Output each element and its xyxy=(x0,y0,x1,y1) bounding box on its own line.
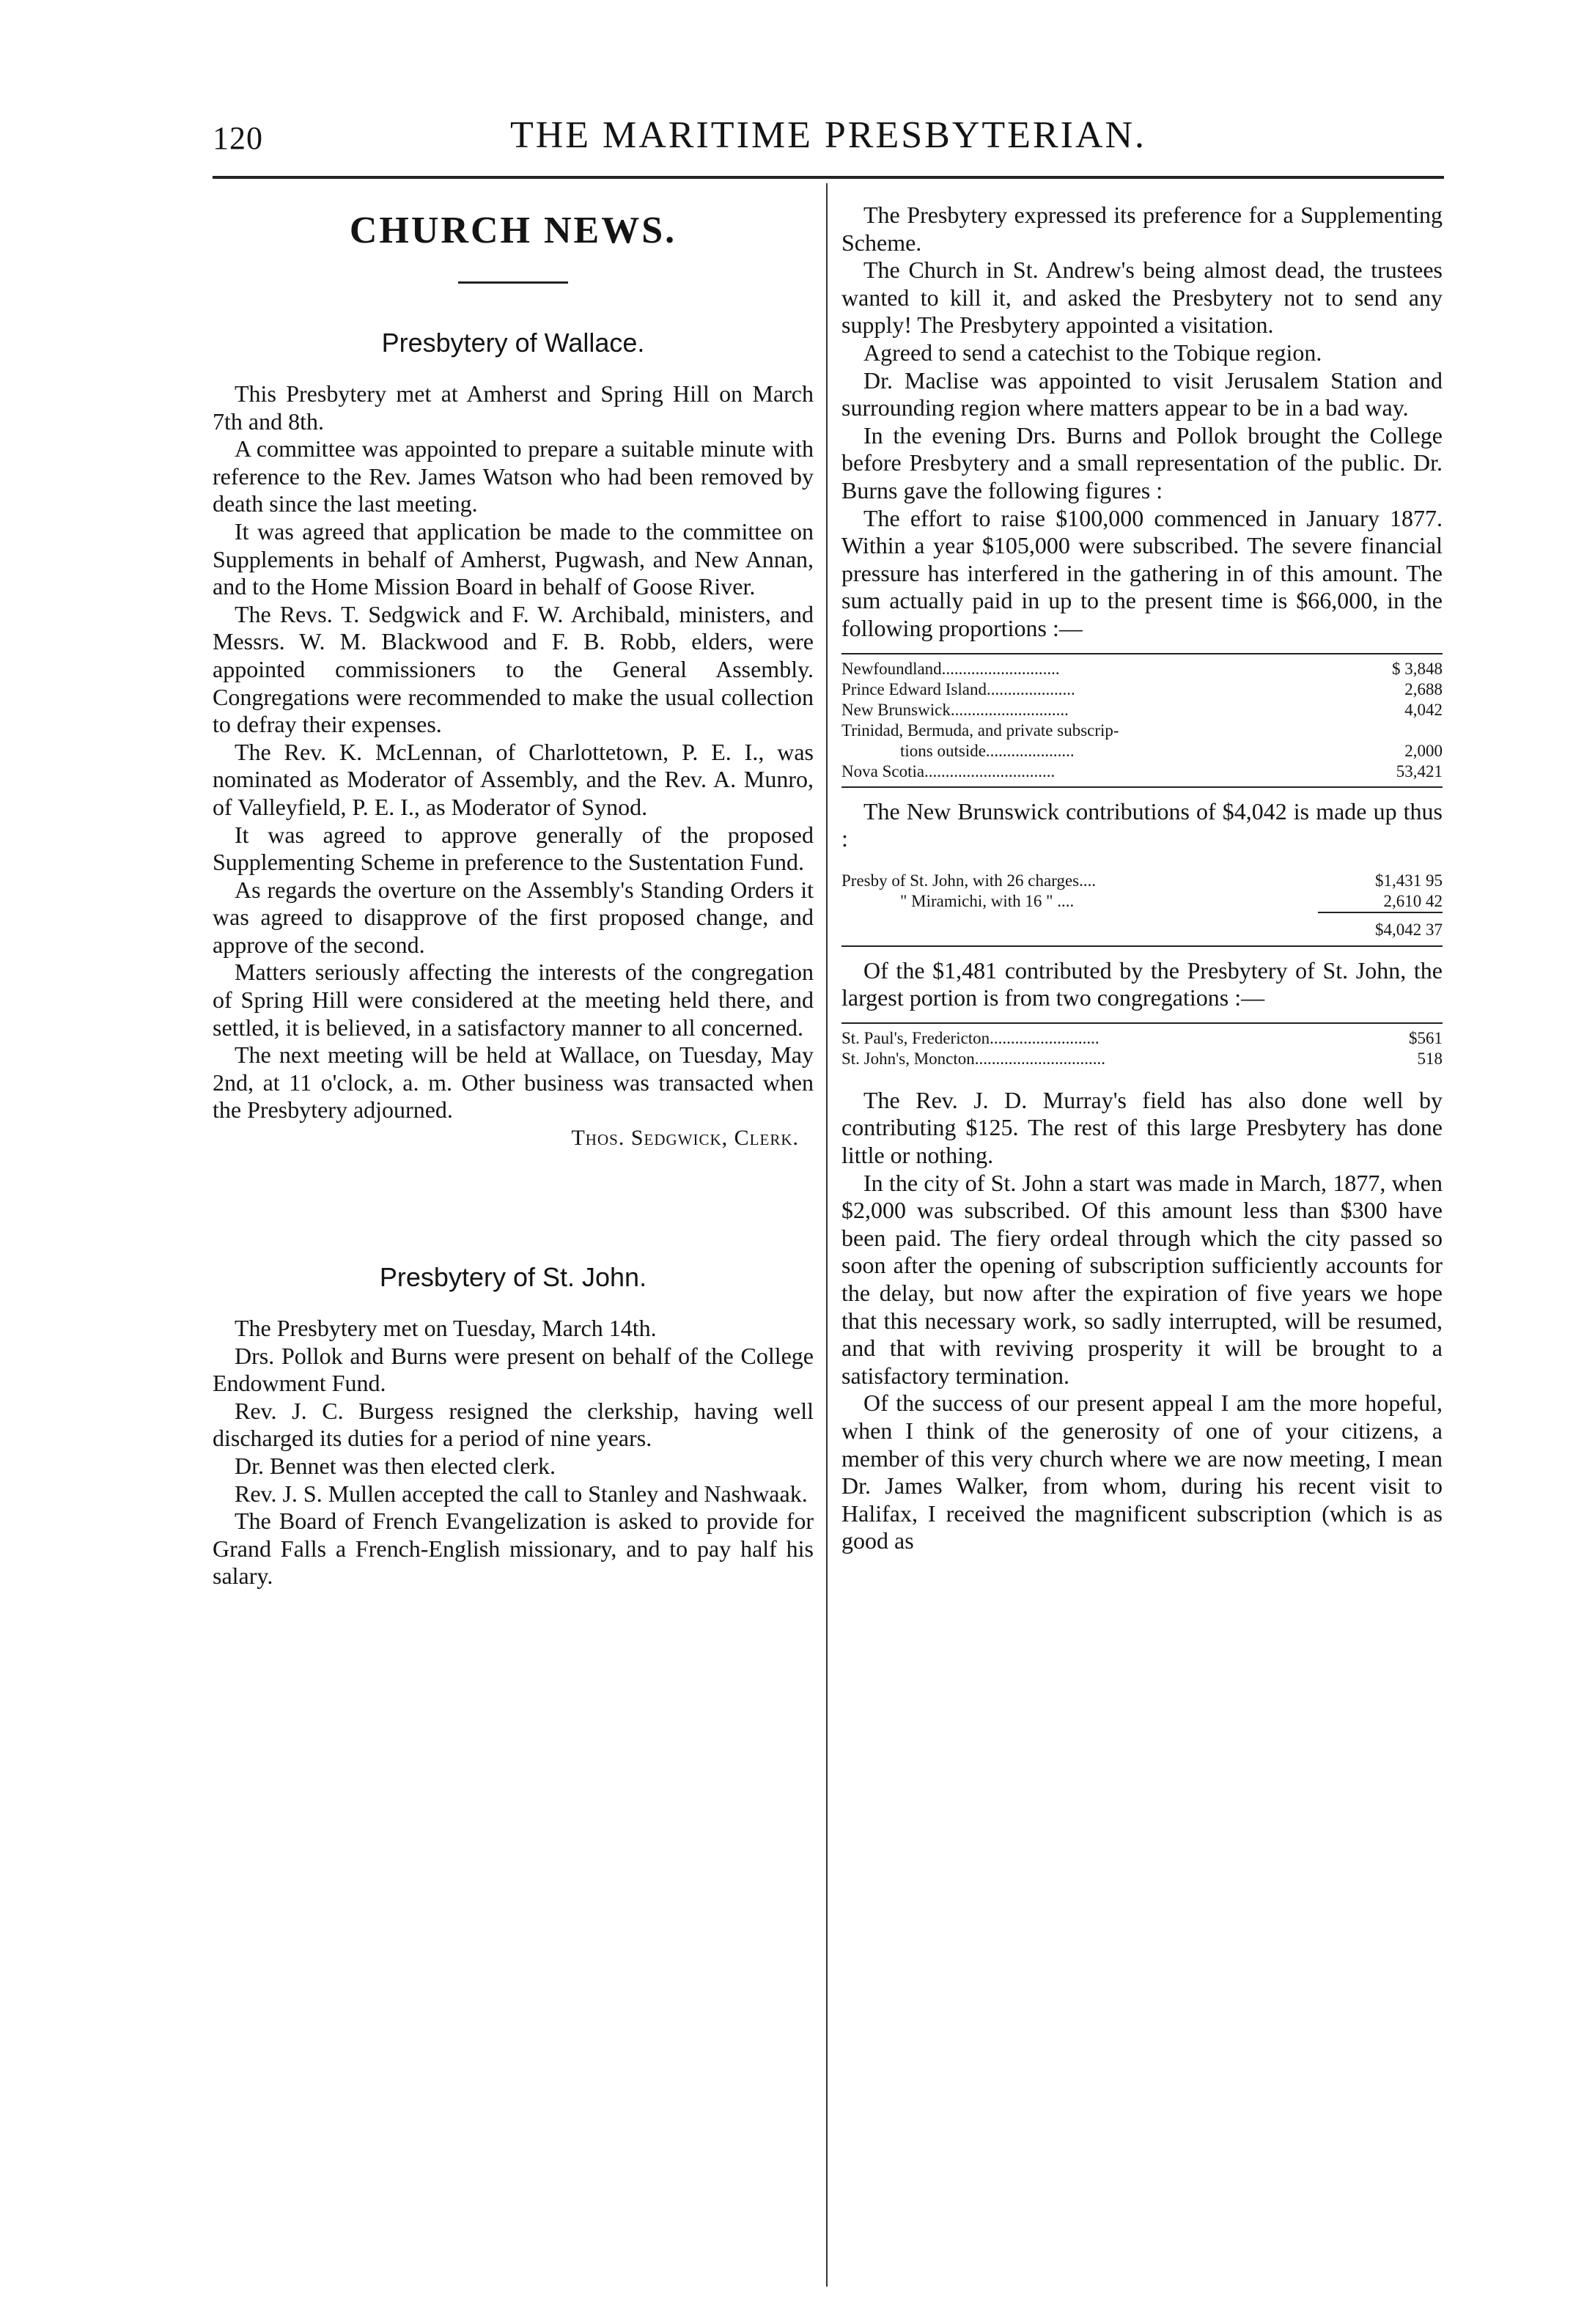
table-cell-label: St. Paul's, Fredericton.......................... xyxy=(841,1028,1099,1047)
paragraph: In the evening Drs. Burns and Pollok brought the College before Presbytery and a small representation of the public. Dr. Burns gave the following figures : xyxy=(841,421,1443,503)
table-cell-label: tions outside..................... xyxy=(900,741,1075,760)
table-cell-label: " Miramichi, with 16 " .... xyxy=(900,891,1075,910)
paragraph: The New Brunswick contributions of $4,042 is made up thus : xyxy=(841,797,1443,852)
paragraph: The effort to raise $100,000 commenced in January 1877. Within a year $105,000 were subscribed. The severe financial pressure has interfered in the gathering in of this amount. The sum actually paid in up to the present time is $66,000, in the following proportions :— xyxy=(841,504,1443,641)
paragraph: A committee was appointed to prepare a suitable minute with reference to the Rev. James Watson who had been removed by death since the last meeting. xyxy=(213,435,814,517)
table-cell-value: 4,042 xyxy=(1404,700,1443,719)
table-rule xyxy=(841,945,1443,947)
paragraph: Of the success of our present appeal I am the more hopeful, when I think of the generosity of one of your citizens, a member of this very church where we are now meeting, I mean Dr. James Walker, from whom, during his recent visit to Halifax, I received the magnificent subscription (which is as good as xyxy=(841,1390,1443,1554)
paragraph: Dr. Maclise was appointed to visit Jerusalem Station and surrounding region where matters appear to be in a bad way. xyxy=(841,366,1443,421)
page-number: 120 xyxy=(213,120,263,156)
paragraph: The Board of French Evangelization is asked to provide for Grand Falls a French-English missionary, and to pay half his salary. xyxy=(213,1508,814,1590)
table-row xyxy=(841,679,1443,700)
total-rule xyxy=(1318,912,1443,913)
clerk-signature: Thos. Sedgwick, Clerk. xyxy=(571,1126,799,1151)
table-rule xyxy=(841,1022,1443,1024)
paragraph: The Presbytery met on Tuesday, March 14th. xyxy=(235,1315,657,1342)
running-title: THE MARITIME PRESBYTERIAN. xyxy=(509,114,1147,156)
paragraph: Rev. J. C. Burgess resigned the clerkship, having well discharged its duties for a period of nine years. xyxy=(213,1397,814,1452)
table-row xyxy=(841,659,1443,679)
table-cell-label: Nova Scotia............................... xyxy=(841,761,1056,781)
wallace-body xyxy=(213,380,814,1152)
contributions-table xyxy=(841,659,1443,782)
table-rule xyxy=(841,786,1443,788)
paragraph: It was agreed to approve generally of the proposed Supplementing Scheme in preference to the Sustentation Fund. xyxy=(213,821,814,876)
paragraph: Matters seriously affecting the interests of the congregation of Spring Hill were considered at the meeting held there, and settled, it is believed, in a satisfactory manner to all concerned. xyxy=(213,959,814,1041)
page-header xyxy=(213,114,1444,165)
paragraph: Dr. Bennet was then elected clerk. xyxy=(235,1453,556,1479)
stjohn-body xyxy=(213,1315,814,1590)
left-column xyxy=(213,202,814,1590)
table-cell-label: St. John's, Moncton............................... xyxy=(841,1049,1106,1068)
table-cell-label: Prince Edward Island..................... xyxy=(841,679,1075,698)
paragraph: The Church in St. Andrew's being almost dead, the trustees wanted to kill it, and asked the Presbytery not to send any supply! The Presbytery appointed a visitation. xyxy=(841,257,1443,339)
table-row xyxy=(841,1049,1443,1069)
table-cell-value: 2,610 42 xyxy=(1383,891,1443,910)
paragraph: The Revs. T. Sedgwick and F. W. Archibald, ministers, and Messrs. W. M. Blackwood and F. B. Robb, elders, were appointed commissioners to the General Assembly. Congregations were recommended to make the usual collection to defray their expenses. xyxy=(213,600,814,738)
paragraph: It was agreed that application be made to the committee on Supplements in behalf of Amherst, Pugwash, and New Annan, and to the Home Mission Board in behalf of Goose River. xyxy=(213,517,814,600)
table-cell-value: $1,431 95 xyxy=(1375,871,1443,890)
column-divider xyxy=(826,183,828,2287)
right-column xyxy=(841,202,1443,1555)
table-cell-label: Presby of St. John, with 26 charges.... xyxy=(841,871,1097,890)
paragraph: As regards the overture on the Assembly's Standing Orders it was agreed to disapprove of the first proposed change, and approve of the second. xyxy=(213,876,814,958)
paragraph: The Presbytery expressed its preference for a Supplementing Scheme. xyxy=(841,202,1443,256)
table-cell-value: $561 xyxy=(1409,1028,1443,1047)
table-row xyxy=(841,741,1443,761)
table-rule xyxy=(841,653,1443,654)
new-brunswick-table xyxy=(841,871,1443,912)
paragraph: The Rev. K. McLennan, of Charlottetown, P. E. I., was nominated as Moderator of Assembly, and the Rev. A. Munro, of Valleyfield, P. E. I., as Moderator of Synod. xyxy=(213,738,814,820)
paragraph: Rev. J. S. Mullen accepted the call to Stanley and Nashwaak. xyxy=(235,1480,808,1507)
table-cell-label: Newfoundland............................ xyxy=(841,659,1060,678)
paragraph: Of the $1,481 contributed by the Presbytery of St. John, the largest portion is from two congregations :— xyxy=(841,956,1443,1011)
paragraph: Agreed to send a catechist to the Tobique region. xyxy=(863,339,1322,366)
table-cell-value: 2,688 xyxy=(1404,679,1443,698)
table-row xyxy=(841,700,1443,720)
stjohn-heading: Presbytery of St. John. xyxy=(379,1262,647,1293)
table-cell-value: $ 3,848 xyxy=(1392,659,1443,678)
table-cell-label: Trinidad, Bermuda, and private subscrip- xyxy=(841,720,1119,739)
paragraph: This Presbytery met at Amherst and Spring Hill on March 7th and 8th. xyxy=(213,380,814,435)
section-title: CHURCH NEWS. xyxy=(349,210,677,251)
table-cell-value: 2,000 xyxy=(1404,741,1443,760)
table-cell-value: 518 xyxy=(1417,1049,1443,1068)
paragraph: In the city of St. John a start was made in March, 1877, when $2,000 was subscribed. Of this amount less than $300 have been paid. The fiery ordeal through which the city passed so soon after the opening of subscription sufficiently accounts for the delay, but now after the expiration of five years we hope that this necessary work, so sadly interrupted, will be resumed, and that with reviving prosperity it will be brought to a satisfactory termination. xyxy=(841,1169,1443,1389)
table-cell-value xyxy=(1318,720,1443,741)
table-row xyxy=(841,871,1443,891)
section-rule xyxy=(458,281,568,284)
paragraph: The Rev. J. D. Murray's field has also done well by contributing $125. The rest of this large Presbytery has done little or nothing. xyxy=(841,1086,1443,1169)
header-rule xyxy=(213,176,1444,179)
congregations-table xyxy=(841,1028,1443,1069)
paragraph: The next meeting will be held at Wallace, on Tuesday, May 2nd, at 11 o'clock, a. m. Other business was transacted when the Presbytery adjourned. xyxy=(213,1041,814,1124)
table-row xyxy=(841,761,1443,782)
table-row xyxy=(841,720,1443,741)
table-total: $4,042 37 xyxy=(1375,920,1443,939)
paragraph: Drs. Pollok and Burns were present on behalf of the College Endowment Fund. xyxy=(213,1342,814,1397)
wallace-heading: Presbytery of Wallace. xyxy=(381,328,645,358)
table-cell-label: New Brunswick............................ xyxy=(841,700,1069,719)
table-cell-value: 53,421 xyxy=(1396,761,1443,781)
table-row xyxy=(841,1028,1443,1049)
table-row xyxy=(841,891,1443,912)
